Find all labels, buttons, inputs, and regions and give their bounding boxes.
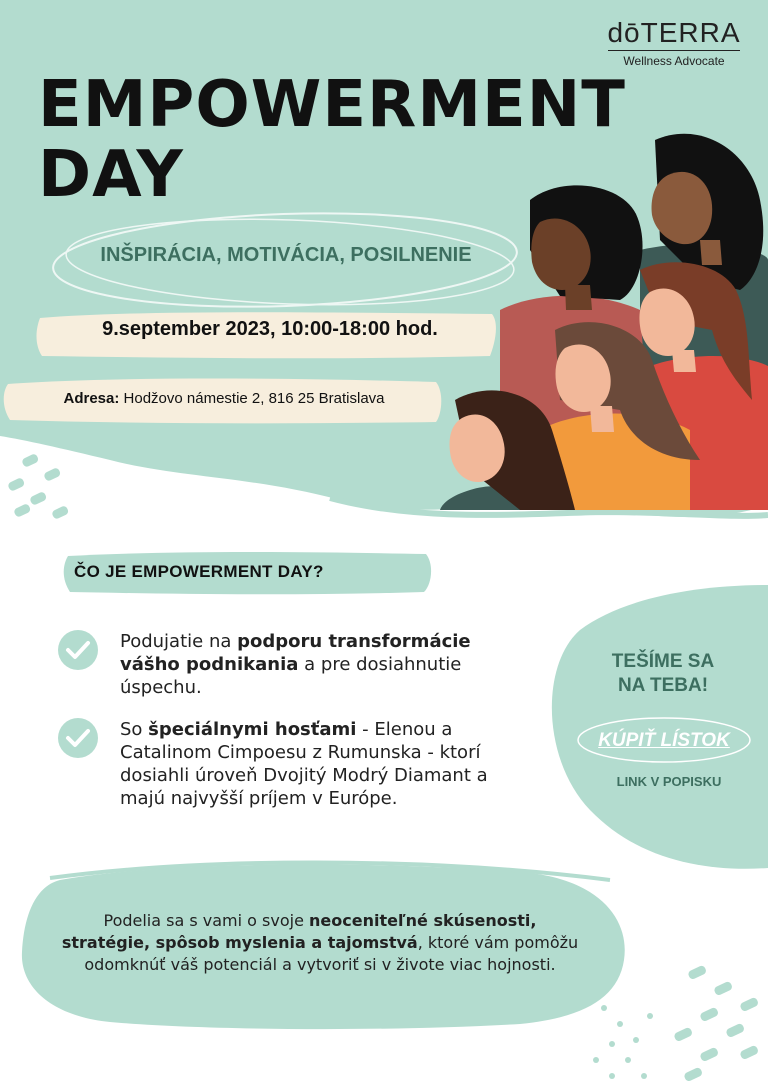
- address-value: Hodžovo námestie 2, 816 25 Bratislava: [123, 390, 385, 407]
- greeting: TEŠÍME SA NA TEBA!: [611, 651, 715, 696]
- bullet-1: Podujatie na podporu transformácie vášho podnikania a pre dosiahnutie úspechu.: [120, 631, 471, 698]
- event-date: 9.september 2023, 10:00-18:00 hod.: [102, 318, 438, 340]
- event-title: [38, 70, 626, 210]
- title-line-2: DAY: [38, 138, 184, 212]
- logo-subtitle: Wellness Advocate: [623, 54, 725, 68]
- section-title: ČO JE EMPOWERMENT DAY?: [74, 562, 324, 581]
- event-address: [14, 390, 434, 407]
- buy-ticket-button[interactable]: KÚPIŤ LÍSTOK: [598, 730, 730, 751]
- tagline: INŠPIRÁCIA, MOTIVÁCIA, POSILNENIE: [100, 244, 472, 266]
- closing-text: Podelia sa s vami o svoje neoceniteľné skúsenosti, stratégie, spôsob myslenia a tajomstvá, ktoré vám pomôžu odomknúť váš potenciál a vytvoriť si v živote viac hojnosti.: [61, 911, 579, 974]
- link-note: LINK V POPISKU: [616, 774, 722, 789]
- bullet-2: So špeciálnymi hosťami - Elenou a Catalinom Cimpoesu z Rumunska - ktorí dosiahli úroveň Dvojitý Modrý Diamant a majú najvyšší príjem v Európe.: [120, 719, 488, 809]
- doterra-logo: [604, 18, 744, 68]
- logo-divider: [608, 50, 740, 51]
- check-icon: [56, 628, 100, 672]
- check-icon: [56, 716, 100, 760]
- title-line-1: EMPOWERMENT: [38, 68, 626, 142]
- logo-name: dōTERRA: [607, 17, 741, 48]
- address-label: Adresa:: [63, 390, 120, 407]
